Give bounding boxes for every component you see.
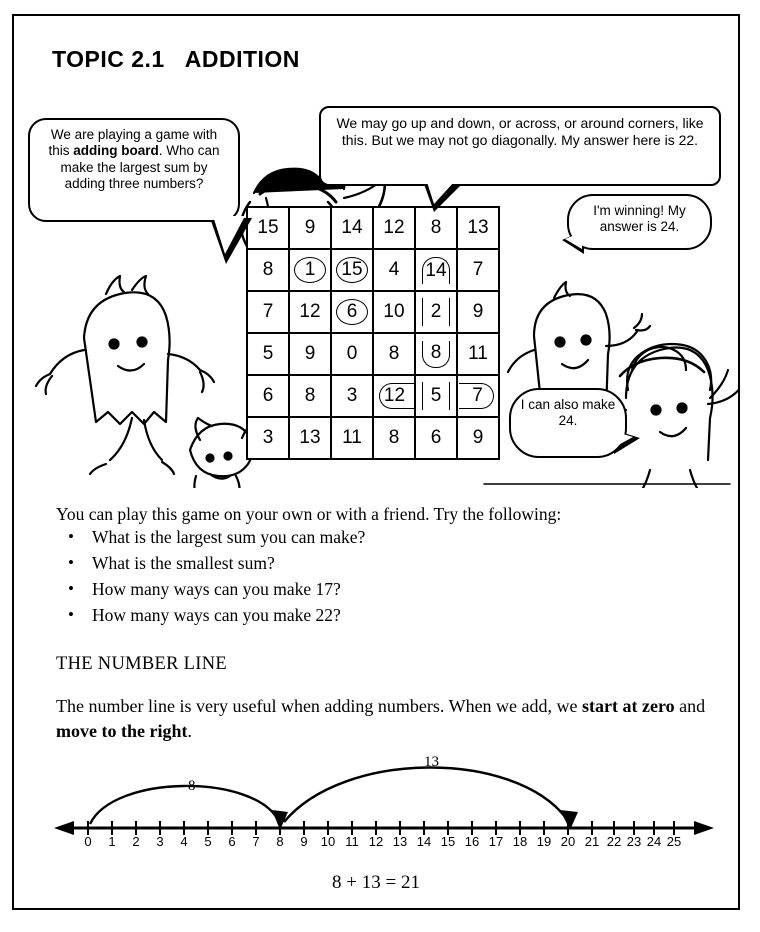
tick-label: 3: [156, 834, 164, 849]
adding-board: [246, 206, 500, 460]
board-cell-value: 12: [379, 383, 414, 409]
board-cell: [457, 333, 499, 375]
section-heading: THE NUMBER LINE: [56, 654, 227, 674]
board-cell-value: 7: [262, 301, 274, 322]
tick-label: 10: [320, 834, 336, 849]
board-cell: [331, 375, 373, 417]
tick-label: 9: [300, 834, 308, 849]
jump-label-1: 8: [188, 778, 196, 794]
board-cell: [415, 207, 457, 249]
board-cell-value: 8: [262, 259, 274, 280]
topic-number: TOPIC 2.1: [52, 46, 165, 72]
board-cell-value: 8: [388, 343, 400, 364]
board-cell-value: 14: [422, 257, 450, 284]
board-cell: [247, 417, 289, 459]
board-cell-highlighted: [289, 249, 331, 291]
board-cell-value: 8: [388, 427, 400, 448]
number-line-paragraph: [56, 694, 706, 744]
list-item: • What is the smallest sum?: [88, 550, 365, 576]
tick-label: 4: [180, 834, 188, 849]
board-cell: [247, 375, 289, 417]
list-item: • How many ways can you make 17?: [88, 576, 365, 602]
speech-tail-top-inner: [427, 182, 454, 204]
topic-title: ADDITION: [184, 46, 300, 72]
intro-text: You can play this game on your own or with a friend. Try the following:: [56, 504, 562, 524]
board-cell: [331, 333, 373, 375]
page-title: [52, 46, 300, 73]
tick-label: 1: [108, 834, 116, 849]
board-cell: [331, 207, 373, 249]
board-cell-value: 6: [336, 299, 368, 325]
board-cell-value: 7: [459, 383, 494, 409]
paragraph-text-b: and: [674, 696, 706, 716]
speech-tail-left-inner: [213, 216, 245, 254]
paragraph-text-a: The number line is very useful when adding numbers. When we add, we: [56, 696, 583, 716]
paragraph-text-c: .: [187, 721, 192, 741]
tick-label: 13: [392, 834, 408, 849]
board-cell-value: 0: [346, 343, 358, 364]
board-cell: [247, 207, 289, 249]
number-line-figure: [44, 742, 724, 862]
board-cell-value: 3: [346, 385, 358, 406]
board-cell-highlighted: [415, 291, 457, 333]
worksheet-page: [12, 14, 740, 910]
board-cell: [457, 207, 499, 249]
tick-label: 23: [626, 834, 642, 849]
board-row: [247, 249, 499, 291]
tick-label: 8: [276, 834, 284, 849]
speech-bubble-left: [28, 118, 240, 222]
tick-label: 14: [416, 834, 432, 849]
speech-bubble-top: We may go up and down, or across, or around corners, like this. But we may not go diagonally. My answer here is 22.: [319, 106, 721, 186]
board-cell-value: 10: [383, 301, 405, 322]
cartoon-scene: [14, 98, 738, 488]
board-cell-value: 8: [304, 385, 316, 406]
board-cell: [289, 375, 331, 417]
board-row: [247, 207, 499, 249]
board-cell-highlighted: [457, 375, 499, 417]
board-cell-value: 2: [422, 298, 450, 326]
speech-left-bold: adding board: [73, 143, 159, 159]
tick-label: 11: [345, 834, 359, 849]
board-cell-value: 11: [342, 427, 362, 448]
board-cell-highlighted: [331, 291, 373, 333]
speech-left-text-a: We are playing a game with this: [48, 127, 218, 159]
board-row: [247, 417, 499, 459]
board-cell-value: 5: [422, 382, 450, 410]
board-cell-value: 12: [299, 301, 321, 322]
board-cell-value: 9: [304, 217, 316, 238]
board-cell: [289, 291, 331, 333]
board-cell-value: 3: [262, 427, 274, 448]
tick-label: 2: [132, 834, 140, 849]
list-item: • How many ways can you make 22?: [88, 602, 365, 628]
board-cell: [457, 291, 499, 333]
board-cell-highlighted: [415, 249, 457, 291]
board-row: [247, 375, 499, 417]
board-cell: [289, 333, 331, 375]
questions-list: [60, 524, 365, 628]
board-cell-value: 1: [294, 257, 326, 283]
jump-label-2: 13: [424, 754, 439, 770]
board-cell-value: 9: [472, 427, 484, 448]
board-cell-value: 4: [388, 259, 400, 280]
board-cell-highlighted: [415, 375, 457, 417]
board-cell: [289, 207, 331, 249]
tick-label: 21: [584, 834, 600, 849]
board-cell: [457, 249, 499, 291]
board-cell-highlighted: [373, 375, 415, 417]
paragraph-bold-1: start at zero: [582, 696, 675, 716]
board-cell-value: 13: [299, 427, 321, 448]
board-cell: [373, 249, 415, 291]
board-cell-value: 15: [336, 257, 368, 283]
board-cell-value: 7: [472, 259, 484, 280]
board-cell-highlighted: [331, 249, 373, 291]
board-cell-value: 8: [422, 341, 450, 368]
board-cell: [373, 291, 415, 333]
board-cell-value: 8: [430, 217, 442, 238]
board-cell: [415, 417, 457, 459]
board-cell: [289, 417, 331, 459]
speech-left-text-b: . Who can make the largest sum by adding three numbers?: [60, 143, 220, 192]
board-cell-value: 14: [341, 217, 363, 238]
paragraph-bold-2: move to the right: [56, 721, 188, 741]
tick-label: 5: [204, 834, 212, 849]
board-cell: [373, 207, 415, 249]
tick-label: 17: [488, 834, 504, 849]
board-cell: [373, 417, 415, 459]
tick-label: 6: [228, 834, 236, 849]
board-cell: [247, 249, 289, 291]
tick-label: 7: [252, 834, 260, 849]
board-cell: [373, 333, 415, 375]
board-row: [247, 333, 499, 375]
tick-label: 16: [464, 834, 480, 849]
speech-bubble-bottom: I can also make 24.: [509, 388, 627, 458]
board-cell-value: 6: [430, 427, 442, 448]
board-cell-value: 12: [383, 217, 405, 238]
board-cell: [247, 291, 289, 333]
board-cell-value: 15: [257, 217, 279, 238]
list-item: • What is the largest sum you can make?: [88, 524, 365, 550]
tick-label: 25: [666, 834, 682, 849]
board-cell-value: 9: [472, 301, 484, 322]
board-cell: [457, 417, 499, 459]
tick-label: 15: [440, 834, 456, 849]
tick-label: 22: [606, 834, 622, 849]
board-cell: [331, 417, 373, 459]
speech-tail-bottom-inner: [613, 431, 633, 448]
tick-label: 12: [368, 834, 384, 849]
board-cell-value: 13: [467, 217, 489, 238]
tick-label: 20: [560, 834, 576, 849]
board-cell-value: 11: [468, 343, 488, 364]
tick-label: 0: [84, 834, 92, 849]
board-cell-value: 6: [262, 385, 274, 406]
speech-bubble-right: I'm winning! My answer is 24.: [567, 194, 712, 250]
equation-text: 8 + 13 = 21: [332, 872, 420, 893]
board-cell-highlighted: [415, 333, 457, 375]
tick-label: 24: [646, 834, 662, 849]
board-row: [247, 291, 499, 333]
speech-tail-right-inner: [565, 232, 582, 249]
tick-label: 18: [512, 834, 528, 849]
board-cell-value: 9: [304, 343, 316, 364]
tick-label: 19: [536, 834, 552, 849]
board-cell-value: 5: [262, 343, 274, 364]
board-cell: [247, 333, 289, 375]
